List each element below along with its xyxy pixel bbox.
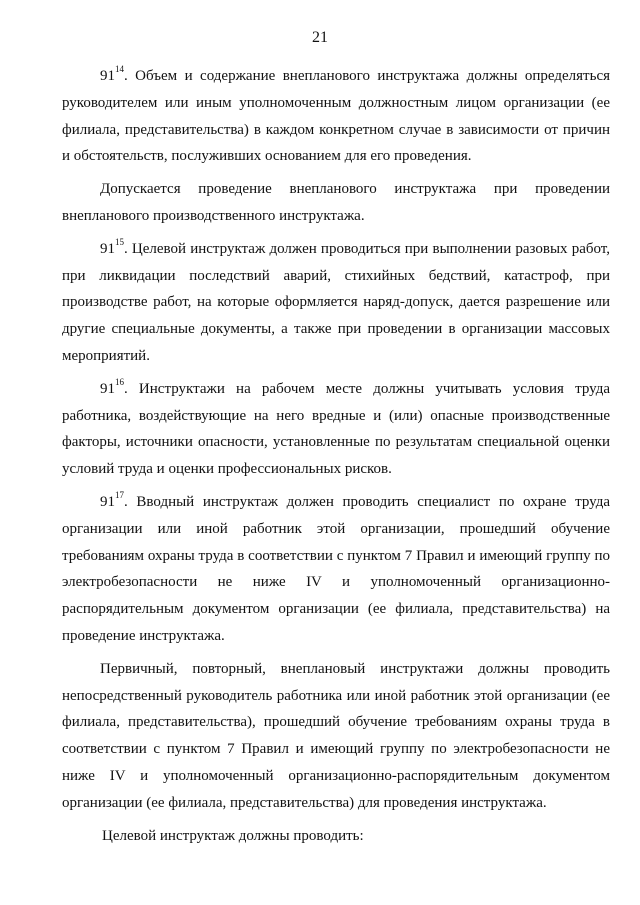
paragraph-text: Целевой инструктаж должны проводить: [102, 827, 364, 844]
paragraph-primary-briefing [62, 656, 610, 817]
clause-superscript: 15 [115, 236, 124, 247]
clause-number: 91 [100, 493, 115, 510]
clause-number: 91 [100, 380, 115, 397]
paragraph-91-16 [62, 376, 610, 483]
paragraph-91-17 [62, 489, 610, 650]
paragraph-text: . Целевой инструктаж должен проводиться при выполнении разовых работ, при ликвидации последствий аварий, стихийных бедствий, катастроф, при производстве работ, на которые оформляется наряд-допуск, дается разрешение или другие специальные документы, а также при проведении в организации массовых мероприятий. [62, 240, 610, 364]
paragraph-text: Допускается проведение внепланового инструктажа при проведении внепланового производственного инструктажа. [62, 181, 610, 224]
page-number: 21 [312, 29, 328, 46]
paragraph-target-briefing [62, 823, 610, 850]
paragraph-text: . Вводный инструктаж должен проводить специалист по охране труда организации или иной работник этой организации, прошедший обучение требованиям охраны труда в соответствии с пунктом 7 Правил и имеющий группу по электробезопасности не ниже IV и уполномоченный организационно-распорядительным документом организации (ее филиала, представительства) на проведение инструктажа. [62, 493, 610, 644]
clause-superscript: 14 [115, 64, 124, 74]
paragraph-text: . Инструктажи на рабочем месте должны учитывать условия труда работника, воздействующие на него вредные и (или) опасные производственные факторы, источники опасности, установленные по результатам специальной оценки условий труда и оценки профессиональных рисков. [62, 380, 610, 478]
paragraph-91-14 [62, 63, 610, 170]
paragraph-text: . Объем и содержание внепланового инструктажа должны определяться руководителем или иным уполномоченным должностным лицом организации (ее филиала, представительства) в каждом конкретном случае в зависимости от причин и обстоятельств, послуживших основанием для его проведения. [62, 68, 610, 165]
paragraph-unscheduled-briefing [62, 176, 610, 230]
clause-number: 91 [100, 68, 115, 84]
clause-superscript: 16 [115, 376, 124, 387]
paragraph-91-15 [62, 236, 610, 370]
paragraph-text: Первичный, повторный, внеплановый инструктажи должны проводить непосредственный руководитель работника или иной работник этой организации (ее филиала, представительства), прошедший обучение требованиям охраны труда в соответствии с пунктом 7 Правил и имеющий группу по электробезопасности не ниже IV и уполномоченный организационно-распорядительным документом организации (ее филиала, представительства) для проведения инструктажа. [62, 660, 610, 811]
document-body [62, 63, 610, 855]
clause-number: 91 [100, 240, 115, 257]
clause-superscript: 17 [115, 489, 124, 500]
